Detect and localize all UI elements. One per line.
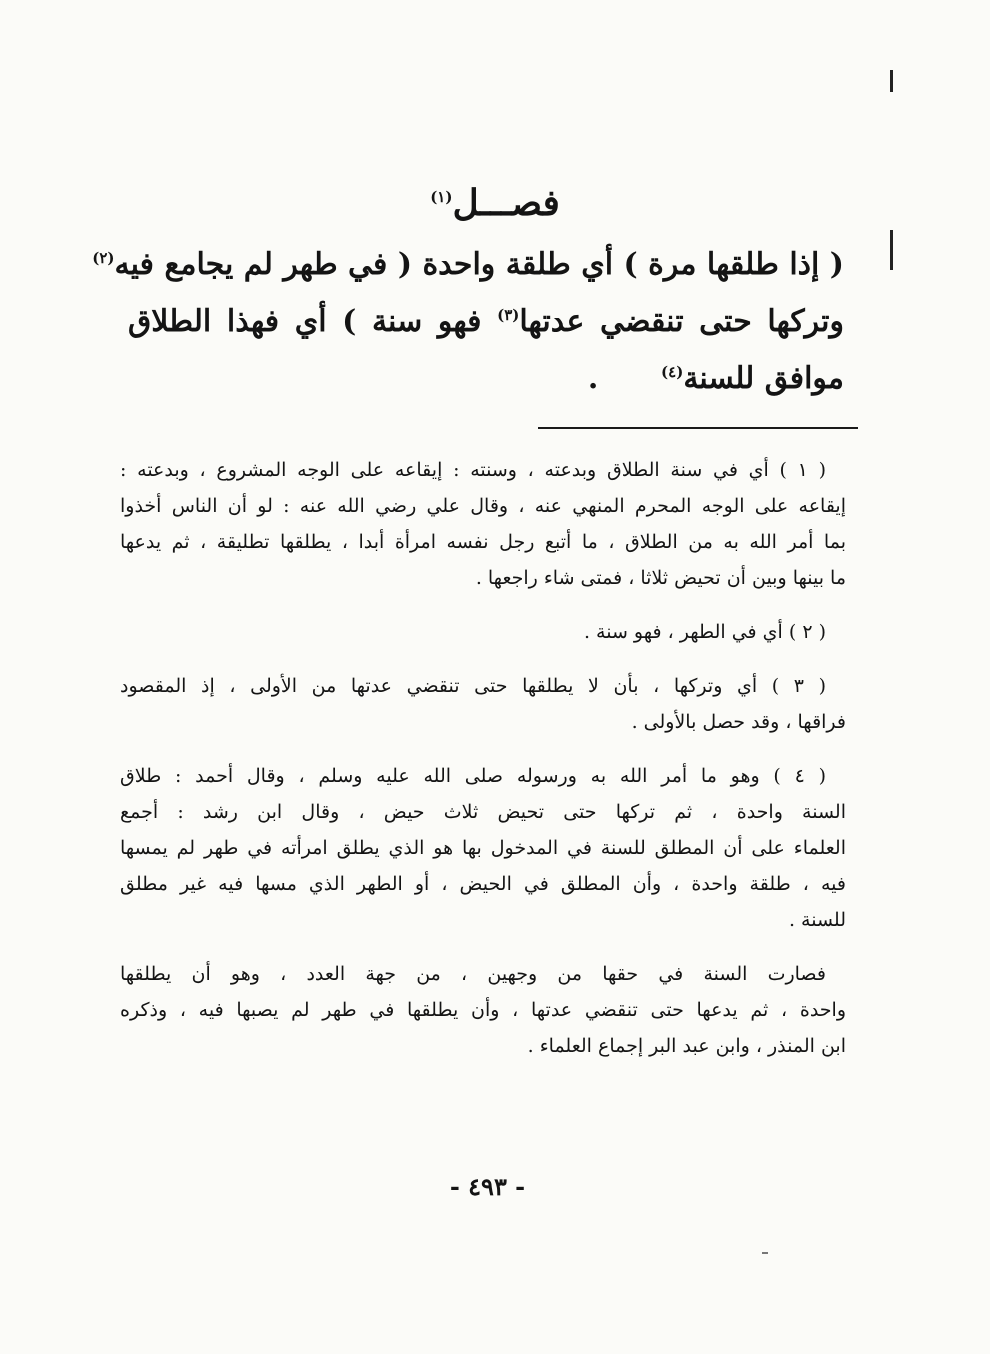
main-note-ref-2: (٢): [92, 249, 115, 267]
footnote-separator: [538, 427, 858, 429]
section-title: [0, 178, 990, 228]
footnote-2: [120, 614, 846, 650]
main-text: [92, 236, 844, 407]
section-title-text: فصـــل: [452, 182, 560, 224]
footnote-3: [120, 668, 846, 740]
main-text-line-3: موافق للسنة$^{(٤)}$ .: [587, 361, 844, 396]
footnote-line: بما أمر الله به من الطلاق ، ما أتبع رجل نفسه امرأة أبدا ، يطلقها تطليقة ، ثم يدعها: [120, 531, 846, 553]
main-note-ref-3: (٣): [497, 306, 520, 324]
footnote-line: ( ٤ ) وهو ما أمر الله به ورسوله صلى الله عليه وسلم ، وقال أحمد : طلاق: [120, 765, 826, 787]
footnote-line: ما بينها وبين أن تحيض ثلاثا ، فمتى شاء راجعها .: [475, 567, 846, 589]
section-note-ref: (١): [430, 188, 453, 206]
footnote-line: السنة واحدة ، ثم تركها حتى تحيض ثلاث حيض ، وقال ابن رشد : أجمع: [120, 801, 846, 823]
footnote-line: للسنة .: [788, 909, 846, 931]
footnote-line: إيقاعه على الوجه المحرم المنهي عنه ، وقال علي رضي الله عنه : لو أن الناس أخذوا: [120, 495, 846, 517]
footnote-line: فيه ، طلقة واحدة ، وأن المطلق في الحيض ، أو الطهر الذي مسها فيه غير مطلق: [120, 873, 846, 895]
footnote-4: [120, 758, 846, 938]
scan-edge-mark: [890, 70, 893, 92]
footnote-line: العلماء على أن المطلق للسنة في المدخول بها هو الذي يطلق امرأته في طهر لم يمسها: [120, 837, 846, 859]
footnote-line: ( ٣ ) أي وتركها ، بأن لا يطلقها حتى تنقضي عدتها من الأولى ، إذ المقصود: [120, 675, 826, 697]
footnote-line: فصارت السنة في حقها من وجهين ، من جهة العدد ، وهو أن يطلقها: [120, 963, 826, 985]
scan-edge-mark: [890, 230, 893, 270]
scan-speck: [762, 1252, 768, 1254]
footnote-line: ابن المنذر ، وابن عبد البر إجماع العلماء .: [527, 1035, 846, 1057]
footnote-continuation: [120, 956, 846, 1064]
footnotes: [120, 452, 846, 1082]
main-note-ref-4: (٤): [661, 363, 684, 381]
footnote-line: ( ١ ) أي في سنة الطلاق وبدعته ، وسنته : إيقاعه على الوجه المشروع ، وبدعته :: [120, 459, 827, 481]
page-number: - ٤٩٣ -: [449, 1172, 526, 1201]
footnote-line: واحدة ، ثم يدعها حتى تنقضي عدتها ، وأن يطلقها في طهر لم يصبها فيه ، وذكره: [120, 999, 846, 1021]
main-text-line-2: وتركها حتى تنقضي عدتها$^{(٣)}$ فهو سنة ) أي فهذا الطلاق: [128, 304, 844, 339]
footnote-line: فراقها ، وقد حصل بالأولى .: [631, 711, 846, 733]
main-text-line-1: ( إذا طلقها مرة ) أي طلقة واحدة ( في طهر لم يجامع فيه$^{(٢)}$: [92, 247, 844, 282]
footnote-line: ( ٢ ) أي في الطهر ، فهو سنة .: [583, 621, 826, 643]
footnote-1: [120, 452, 846, 596]
